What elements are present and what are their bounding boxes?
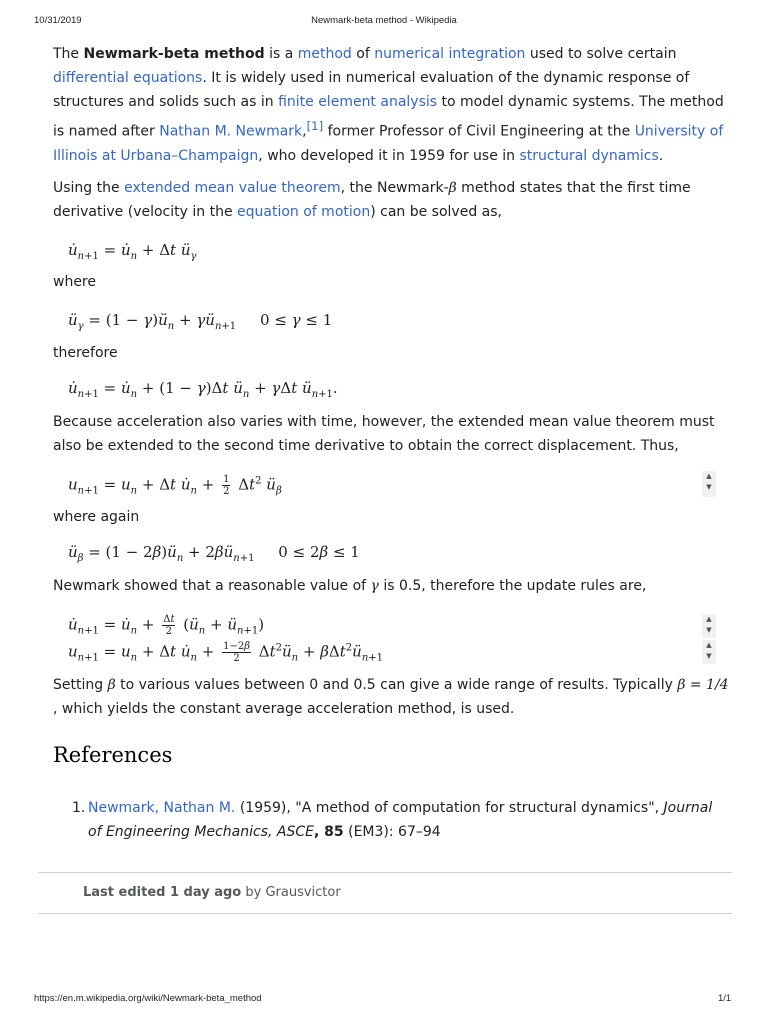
- equation-gamma-acceleration: $ü_\gamma = (1$ − $\gamma)ü_n$ + $\gamma ü_{n+1}$ 0 ≤ γ ≤ 1: [68, 311, 333, 332]
- link-finite-element-analysis[interactable]: finite element analysis: [278, 94, 438, 110]
- link-structural-dynamics[interactable]: structural dynamics: [519, 147, 659, 164]
- link-differential-equations[interactable]: differential equations: [53, 70, 203, 86]
- reference-number: 1.: [72, 800, 86, 816]
- equation-velocity-update: $u̇_{n+1}$ = $u̇_n + \Delta t$ $ü_\gamma$: [68, 241, 197, 262]
- article-subject: Newmark-beta method: [83, 46, 265, 62]
- references-heading: References: [53, 743, 173, 767]
- beta-value-formula: β = 1/4: [677, 677, 729, 693]
- intro-text: .: [658, 147, 664, 164]
- equation-beta-acceleration: $ü_\beta = (1$ − $2\beta)ü_n$ + $2\beta ü_{n+1}$ 0 ≤ 2β ≤ 1: [68, 543, 360, 564]
- paragraph-setting-beta: [53, 673, 733, 721]
- intro-text: former Professor of Civil Engineering at the: [323, 123, 635, 140]
- beta-symbol: β: [107, 677, 116, 693]
- para-text: Setting: [53, 677, 108, 693]
- scroll-down-icon[interactable]: ▼: [706, 483, 712, 491]
- intro-text: The: [53, 46, 84, 62]
- scroll-down-icon[interactable]: ▼: [706, 626, 712, 634]
- intro-text: is a: [264, 46, 298, 62]
- intro-text: . It is widely used in numerical evaluation of the dynamic response of structures and solids such as in: [53, 70, 690, 110]
- citation-1[interactable]: [1]: [306, 119, 324, 133]
- print-title: Newmark-beta method - Wikipedia: [311, 15, 457, 26]
- last-edited-user: Grausvictor: [265, 885, 341, 900]
- print-date: 10/31/2019: [34, 15, 82, 26]
- reference-title: , "A method of computation for structural dynamics",: [286, 800, 664, 816]
- para-text: Newmark showed that a reasonable value of: [53, 578, 371, 594]
- last-edited-label: Last edited 1 day ago: [83, 885, 242, 900]
- scroll-down-icon[interactable]: ▼: [706, 652, 712, 660]
- intro-text: , who developed it in 1959 for use in: [258, 147, 520, 164]
- reference-journal: Journal of Engineering Mechanics, ASCE: [88, 800, 713, 840]
- link-extended-mean-value-theorem[interactable]: extended mean value theorem: [124, 180, 341, 196]
- link-numerical-integration[interactable]: numerical integration: [374, 46, 526, 62]
- reference-pages: (EM3): 67–94: [343, 824, 441, 840]
- divider: [38, 913, 732, 914]
- equation-velocity-expanded: $u̇_{n+1}$ = $u̇_n + (1 - \gamma)\Delta t$ $ü_n + \gamma\Delta t$ $ü_{n+1}$.: [68, 379, 338, 400]
- link-uiuc[interactable]: University of Illinois at Urbana–Champaign: [53, 123, 724, 164]
- equation-displacement-update: $u_{n+1} = u_n + \Delta t$ $u̇_n$ + $\frac{1}{2}$ $\Delta t^2$ $ü_\beta$: [68, 474, 282, 497]
- intro-text: to model dynamic systems. The method is named after: [53, 94, 724, 140]
- para-text: is 0.5, therefore the update rules are,: [378, 578, 647, 594]
- paragraph-acceleration: Because acceleration also varies with time, however, the extended mean value theorem must also be extended to the second time derivative to obtain the correct displacement. Thus,: [53, 414, 715, 454]
- scroll-up-icon[interactable]: ▲: [706, 615, 712, 623]
- equation-scrollbar[interactable]: [702, 614, 716, 638]
- scroll-up-icon[interactable]: ▲: [706, 641, 712, 649]
- equation-velocity-rule: $u̇_{n+1}$ = $u̇_n$ + $\frac{\Delta t}{2}$ ($ü_n$ + $ü_{n+1}$): [68, 614, 265, 637]
- reference-volume: , 85: [313, 824, 344, 840]
- last-edited-by: by: [241, 885, 266, 900]
- intro-text: of: [351, 46, 375, 62]
- para-text: , the Newmark-: [340, 180, 449, 196]
- label-therefore: therefore: [53, 345, 118, 361]
- beta-symbol: β: [448, 180, 457, 196]
- reference-year: (1959): [235, 800, 287, 816]
- scroll-up-icon[interactable]: ▲: [706, 472, 712, 480]
- para-text: method states that the first time derivative (velocity in the: [53, 180, 691, 220]
- para-text: to various values between 0 and 0.5 can give a wide range of results. Typically: [115, 677, 678, 693]
- para-text: , which yields the constant average acceleration method, is used.: [53, 701, 515, 717]
- equation-scrollbar[interactable]: [702, 471, 716, 497]
- link-nathan-newmark[interactable]: Nathan M. Newmark: [159, 123, 303, 140]
- print-url: https://en.m.wikipedia.org/wiki/Newmark-beta_method: [34, 993, 262, 1004]
- intro-paragraph: The Newmark-beta method is a method of numerical integration used to solve certain differential equations. It is widely used in numerical evaluation of the dynamic response of structures and solids such as in finite element analysis to model dynamic systems. The method is named after Nathan M. Newmark,[1] former Professor of Civil Engineering at the University of Illinois at Urbana–Champaign, who developed it in 1959 for use in structural dynamics.: [53, 46, 724, 164]
- reference-text: [88, 796, 728, 844]
- gamma-symbol: γ: [370, 578, 379, 594]
- label-where: where: [53, 274, 96, 290]
- intro-text: used to solve certain: [525, 46, 677, 62]
- paragraph-mean-value: [53, 176, 733, 224]
- label-where-again: where again: [53, 509, 140, 525]
- divider: [38, 872, 732, 873]
- paragraph-newmark-gamma: [53, 574, 733, 598]
- para-text: ) can be solved as,: [370, 204, 502, 220]
- link-reference-author[interactable]: Newmark, Nathan M.: [88, 800, 236, 816]
- link-method[interactable]: method: [297, 46, 352, 62]
- equation-scrollbar[interactable]: [702, 640, 716, 664]
- link-equation-of-motion[interactable]: equation of motion: [237, 204, 371, 220]
- last-edited[interactable]: [83, 885, 341, 900]
- print-page-number: 1/1: [718, 993, 732, 1004]
- equation-displacement-rule: $u_{n+1} = u_n + \Delta t$ $u̇_n$ + $\frac{1-2\beta}{2}$ $\Delta t^2ü_n$ + $\beta\Delta t^2ü_{n+1}$: [68, 641, 384, 664]
- para-text: Using the: [53, 180, 125, 196]
